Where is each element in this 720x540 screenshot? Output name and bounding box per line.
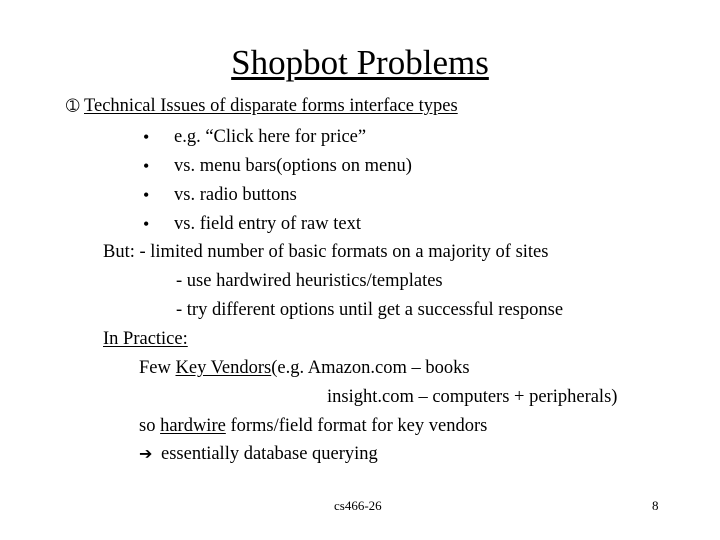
few-suffix: (e.g. Amazon.com – books xyxy=(271,358,470,378)
insight-line: insight.com – computers + peripherals) xyxy=(327,387,618,407)
footer-course: cs466-26 xyxy=(334,498,382,513)
bullet-icon: • xyxy=(143,156,150,176)
essentially-text: essentially database querying xyxy=(161,444,378,464)
hardwire-text: hardwire xyxy=(160,416,226,436)
bullet-item: vs. field entry of raw text xyxy=(174,214,361,234)
bullet-item: vs. radio buttons xyxy=(174,185,297,205)
footer-page-number: 8 xyxy=(652,498,659,513)
but-subline: - try different options until get a successful response xyxy=(176,300,564,320)
intro-text: Technical Issues of disparate forms interface types xyxy=(84,96,458,116)
slide-title: Shopbot Problems xyxy=(231,43,489,82)
few-vendors-line xyxy=(139,357,470,379)
intro-line xyxy=(66,95,458,118)
arrow-right-icon: ➔ xyxy=(139,446,153,463)
circled-one-icon: ➀ xyxy=(66,98,80,115)
bullet-icon: • xyxy=(143,214,150,234)
bullet-icon: • xyxy=(143,185,150,205)
so-suffix: forms/field format for key vendors xyxy=(225,416,488,436)
essentially-line xyxy=(139,443,378,466)
bullet-icon: • xyxy=(143,127,150,147)
bullet-item: e.g. “Click here for price” xyxy=(174,127,367,147)
key-vendors-text: Key Vendors xyxy=(175,358,272,378)
but-subline: - use hardwired heuristics/templates xyxy=(176,271,443,291)
but-line: But: - limited number of basic formats on a majority of sites xyxy=(103,242,549,262)
in-practice-heading: In Practice: xyxy=(103,329,188,349)
few-prefix: Few xyxy=(139,358,176,378)
bullet-item: vs. menu bars(options on menu) xyxy=(174,156,412,176)
hardwire-line xyxy=(139,415,487,437)
so-prefix: so xyxy=(139,416,161,436)
